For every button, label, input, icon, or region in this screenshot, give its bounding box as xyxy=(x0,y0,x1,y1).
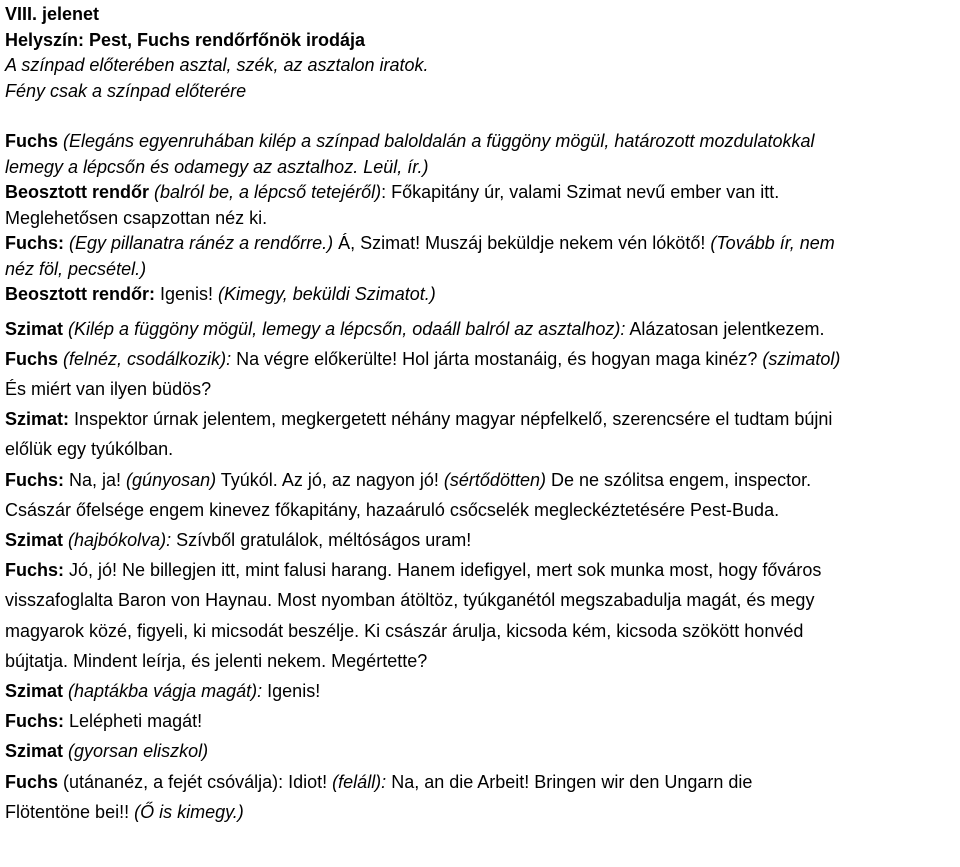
stage-direction: A színpad előterében asztal, szék, az asztalon iratok. xyxy=(5,55,429,75)
dialogue-line: Szimat (hajbókolva): Szívből gratulálok, méltóságos uram! xyxy=(5,529,472,550)
dialogue-line: Szimat (haptákba vágja magát): Igenis! xyxy=(5,680,321,701)
dialogue-line: Flötentöne bei!! (Ő is kimegy.) xyxy=(5,801,244,822)
dialogue-line: Szimat (Kilép a függöny mögül, lemegy a lépcsőn, odaáll balról az asztalhoz): Alázatosan jelentkezem. xyxy=(5,318,825,339)
dialogue-line: Beosztott rendőr (balról be, a lépcső tetejéről): Főkapitány úr, valami Szimat nevű ember van itt. xyxy=(5,182,780,202)
dialogue-line: lemegy a lépcsőn és odamegy az asztalhoz. Leül, ír.) xyxy=(5,156,429,177)
dialogue-line: néz föl, pecsétel.) xyxy=(5,258,147,279)
dialogue-line: Fuchs (Elegáns egyenruhában kilép a színpad baloldalán a függöny mögül, határozott mozdulatokkal xyxy=(5,131,815,151)
scene-title: VIII. jelenet xyxy=(5,4,100,24)
dialogue-line: magyarok közé, figyeli, ki micsodát beszélje. Ki császár árulja, kicsoda kém, kicsoda szökött honvéd xyxy=(5,620,804,641)
dialogue-line: Meglehetősen csapzottan néz ki. xyxy=(5,207,268,228)
dialogue-line: Császár őfelsége engem kinevez főkapitány, hazaáruló csőcselék megleckéztetésére Pest-Buda. xyxy=(5,499,780,520)
dialogue-line: bújtatja. Mindent leírja, és jelenti nekem. Megértette? xyxy=(5,650,428,671)
scene-location: Helyszín: Pest, Fuchs rendőrfőnök irodája xyxy=(5,29,366,50)
dialogue-line: És miért van ilyen büdös? xyxy=(5,378,212,399)
dialogue-line: Fuchs (utánanéz, a fejét csóválja): Idiot! (feláll): Na, an die Arbeit! Bringen wir den Ungarn die xyxy=(5,771,753,792)
dialogue-line: Beosztott rendőr: Igenis! (Kimegy, beküldi Szimatot.) xyxy=(5,284,436,304)
dialogue-line: Szimat (gyorsan eliszkol) xyxy=(5,741,209,762)
dialogue-line: Fuchs (felnéz, csodálkozik): Na végre előkerülte! Hol járta mostanáig, és hogyan maga kinéz? (szimatol) xyxy=(5,348,841,369)
dialogue-line: Fuchs: Na, ja! (gúnyosan) Tyúkól. Az jó, az nagyon jó! (sértődötten) De ne szólitsa engem, inspector. xyxy=(5,469,812,490)
dialogue-line: Szimat: Inspektor úrnak jelentem, megkergetett néhány magyar népfelkelő, szerencsére el tudtam bújni xyxy=(5,409,833,430)
dialogue-line: visszafoglalta Baron von Haynau. Most nyomban átöltöz, tyúkganétól megszabadulja magát, és megy xyxy=(5,590,815,611)
dialogue-line: Fuchs: Lelépheti magát! xyxy=(5,711,203,732)
dialogue-line: Fuchs: (Egy pillanatra ránéz a rendőrre.) Á, Szimat! Muszáj beküldje nekem vén lókötő! (Tovább ír, nem xyxy=(5,233,835,253)
dialogue-line: Fuchs: Jó, jó! Ne billegjen itt, mint falusi harang. Hanem idefigyel, mert sok munka most, hogy főváros xyxy=(5,560,822,581)
dialogue-block xyxy=(5,314,950,827)
stage-direction: Fény csak a színpad előterére xyxy=(5,80,247,101)
dialogue-line: előlük egy tyúkólban. xyxy=(5,439,174,460)
